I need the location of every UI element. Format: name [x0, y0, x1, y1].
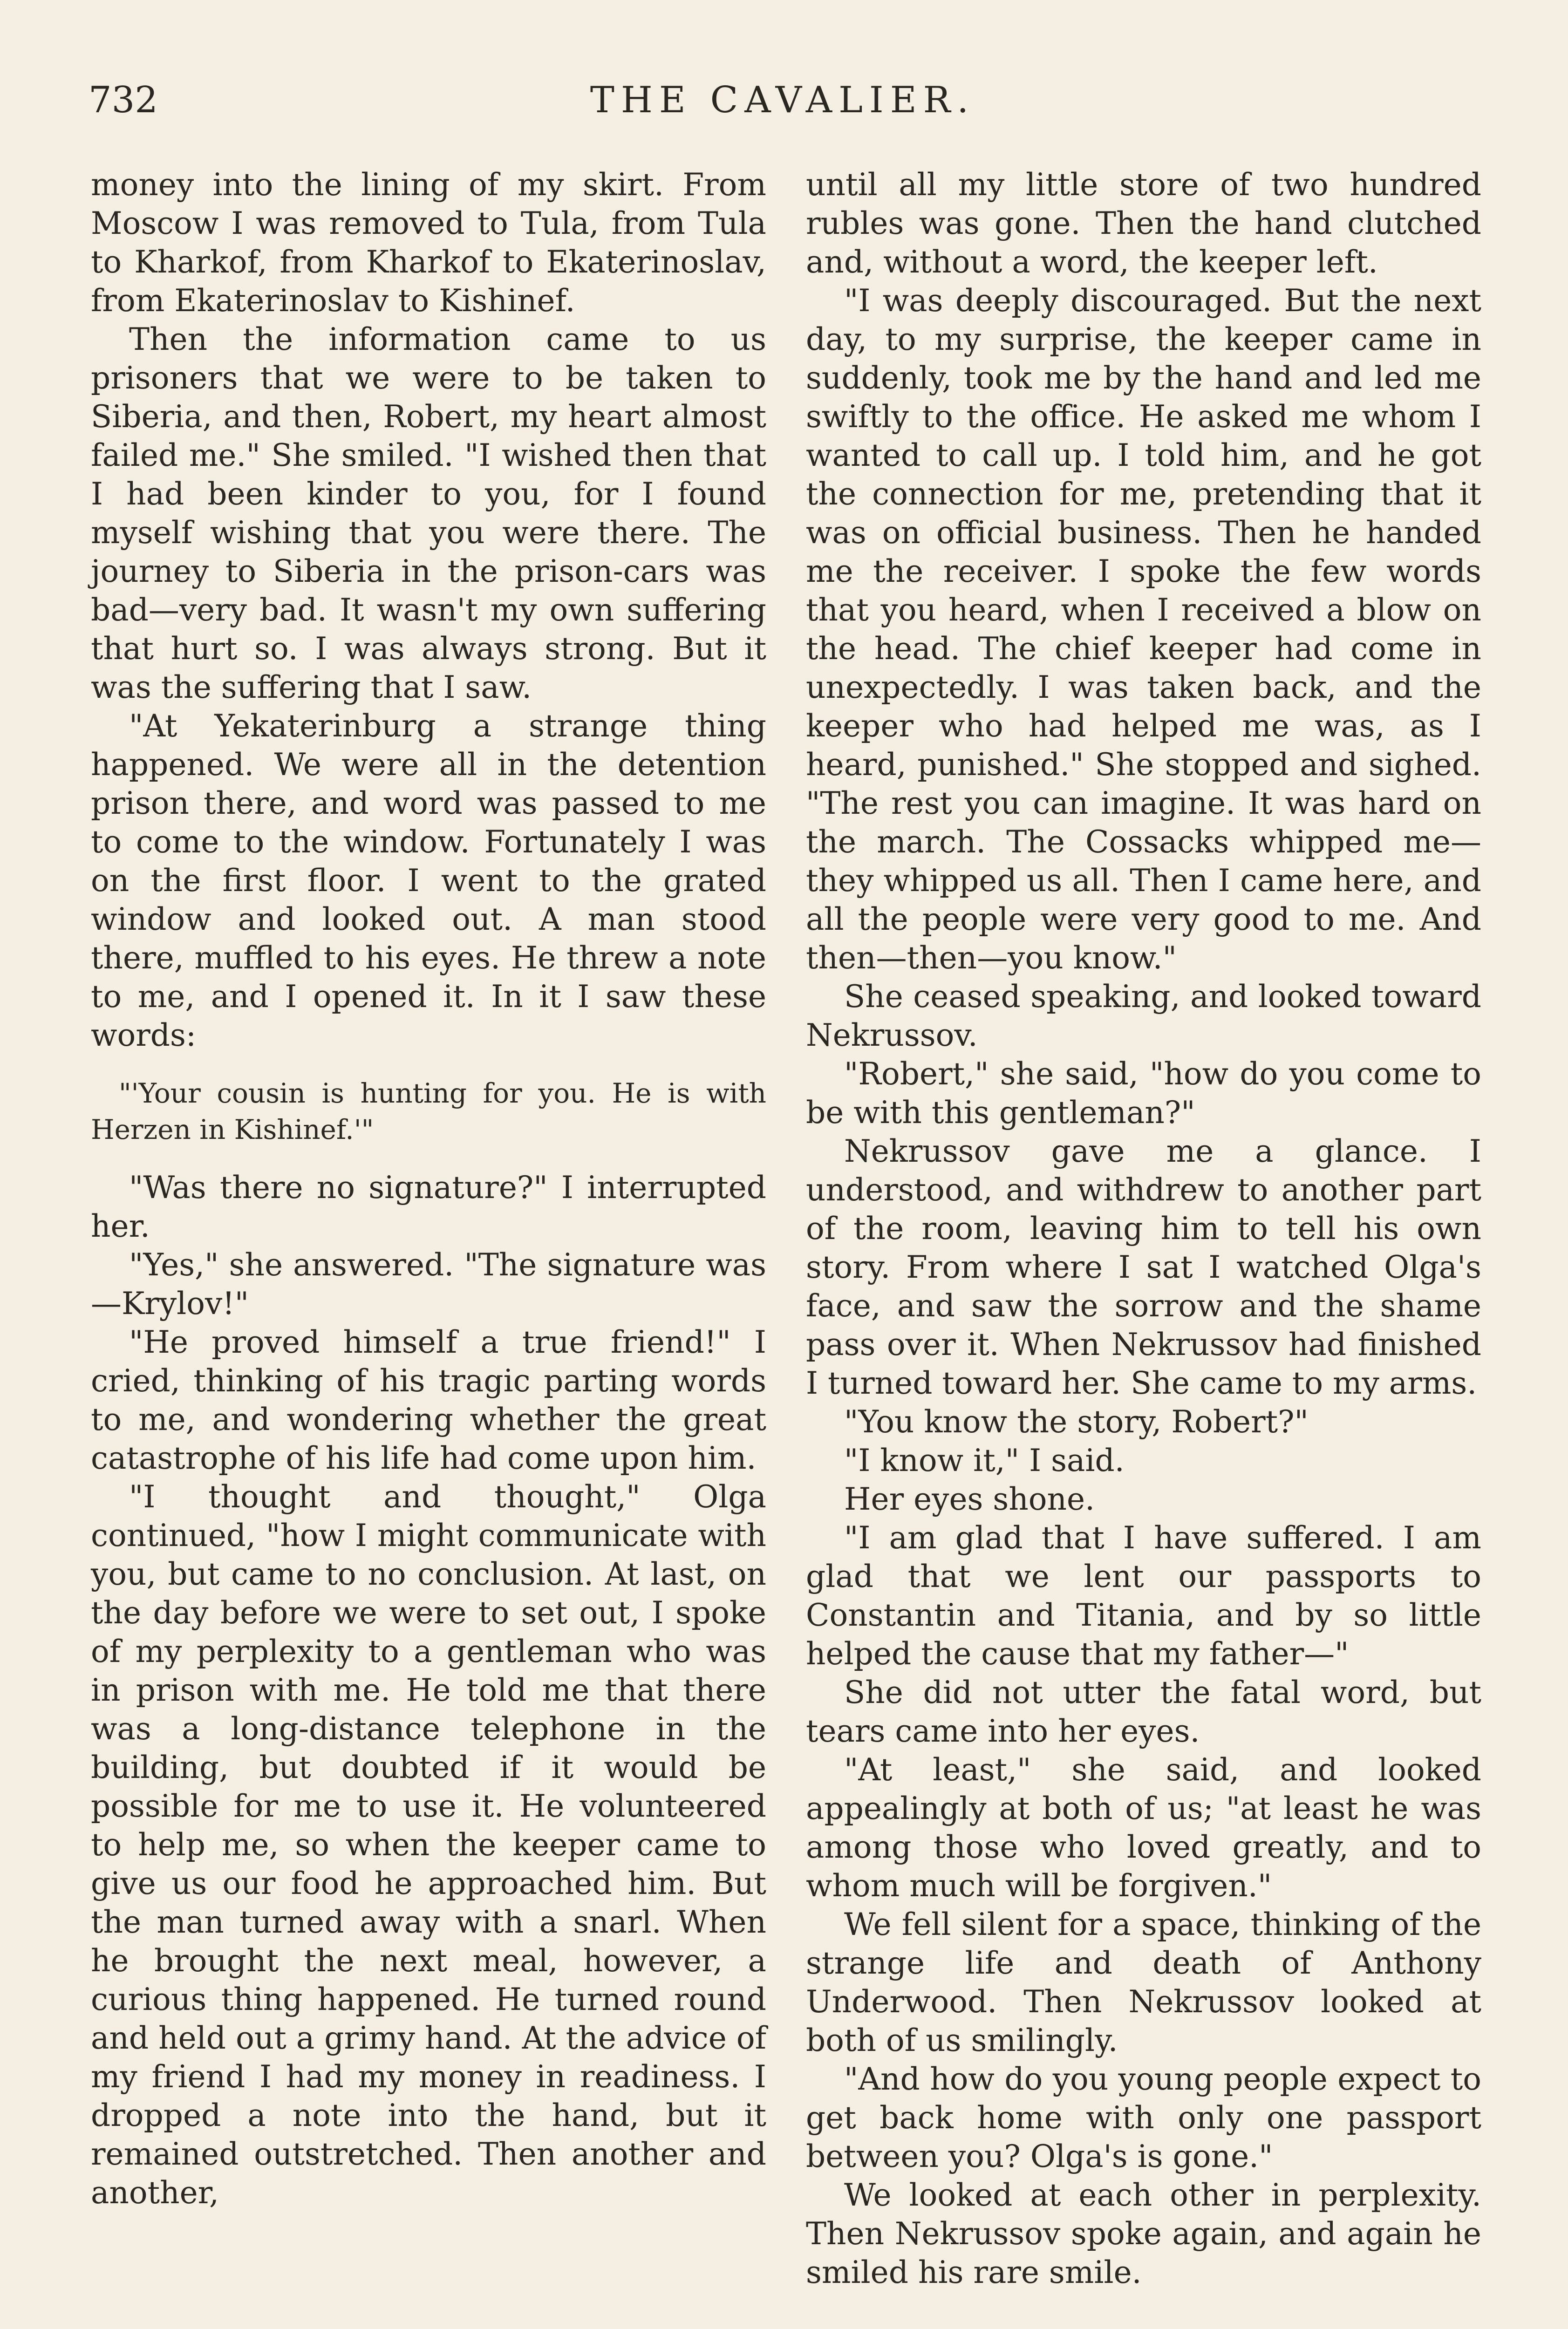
paragraph: money into the lining of my skirt. From Moscow I was removed to Tula, from Tula to Kharkof, from Kharkof to Ekaterinoslav, from Ekaterinoslav to Kishinef.: [91, 167, 766, 319]
left-text-column: [91, 165, 766, 2212]
paragraph: Then the information came to us prisoners that we were to be taken to Siberia, and then, Robert, my heart almost failed me." She smiled. "I wished then that I had been kinder to you, for I found myself wishing that you were there. The journey to Siberia in the prison-cars was bad—very bad. It wasn't my own suffering that hurt so. I was always strong. But it was the suffering that I saw.: [91, 321, 766, 705]
paragraph: "At Yekaterinburg a strange thing happened. We were all in the detention prison there, and word was passed to me to come to the window. Fortunately I was on the first floor. I went to the grated window and looked out. A man stood there, muffled to his eyes. He threw a note to me, and I opened it. In it I saw these words:: [91, 708, 766, 1053]
paragraph: "And how do you young people expect to get back home with only one passport between you? Olga's is gone.": [806, 2061, 1481, 2174]
paragraph: "Was there no signature?" I interrupted her.: [91, 1170, 766, 1244]
paragraph: "Yes," she answered. "The signature was—Krylov!": [91, 1247, 766, 1321]
paragraph: She ceased speaking, and looked toward Nekrussov.: [806, 979, 1481, 1053]
paragraph: "At least," she said, and looked appealingly at both of us; "at least he was among those who loved greatly, and to whom much will be forgiven.": [806, 1752, 1481, 1904]
paragraph: "I know it," I said.: [844, 1443, 1125, 1478]
paragraph: "You know the story, Robert?": [844, 1404, 1309, 1440]
page-header: [89, 79, 1477, 135]
block-quote: "'Your cousin is hunting for you. He is with Herzen in Kishinef.'": [91, 1077, 766, 1145]
running-title: THE CAVALIER.: [590, 79, 975, 121]
paragraph: "He proved himself a true friend!" I cried, thinking of his tragic parting words to me, and wondering whether the great catastrophe of his life had come upon him.: [91, 1324, 766, 1476]
right-text-column: [806, 165, 1481, 2292]
paragraph: "I thought and thought," Olga continued, "how I might communicate with you, but came to no conclusion. At last, on the day before we were to set out, I spoke of my perplexity to a gentleman who was in prison with me. He told me that there was a long-distance telephone in the building, but doubted if it would be possible for me to use it. He volunteered to help me, so when the keeper came to give us our food he approached him. But the man turned away with a snarl. When he brought the next meal, however, a curious thing happened. He turned round and held out a grimy hand. At the advice of my friend I had my money in readiness. I dropped a note into the hand, but it remained outstretched. Then another and another,: [91, 1479, 766, 2211]
paragraph: She did not utter the fatal word, but tears came into her eyes.: [806, 1675, 1481, 1749]
paragraph: "Robert," she said, "how do you come to be with this gentleman?": [806, 1056, 1481, 1130]
paragraph: We looked at each other in perplexity. Then Nekrussov spoke again, and again he smiled his rare smile.: [806, 2177, 1481, 2290]
paragraph: We fell silent for a space, thinking of the strange life and death of Anthony Underwood. Then Nekrussov looked at both of us smilingly.: [806, 1907, 1481, 2058]
page-number: 732: [89, 79, 158, 121]
paragraph: Nekrussov gave me a glance. I understood, and withdrew to another part of the room, leaving him to tell his own story. From where I sat I watched Olga's face, and saw the sorrow and the shame pass over it. When Nekrussov had finished I turned toward her. She came to my arms.: [806, 1133, 1481, 1401]
paragraph: "I am glad that I have suffered. I am glad that we lent our passports to Constantin and Titania, and by so little helped the cause that my father—": [806, 1520, 1481, 1672]
paragraph: Her eyes shone.: [844, 1481, 1095, 1517]
paragraph: until all my little store of two hundred rubles was gone. Then the hand clutched and, without a word, the keeper left.: [806, 167, 1481, 280]
paragraph: "I was deeply discouraged. But the next day, to my surprise, the keeper came in suddenly, took me by the hand and led me swiftly to the office. He asked me whom I wanted to call up. I told him, and he got the connection for me, pretending that it was on official business. Then he handed me the receiver. I spoke the few words that you heard, when I received a blow on the head. The chief keeper had come in unexpectedly. I was taken back, and the keeper who had helped me was, as I heard, punished." She stopped and sighed. "The rest you can imagine. It was hard on the march. The Cossacks whipped me—they whipped us all. Then I came here, and all the people were very good to me. And then—then—you know.": [806, 283, 1481, 976]
